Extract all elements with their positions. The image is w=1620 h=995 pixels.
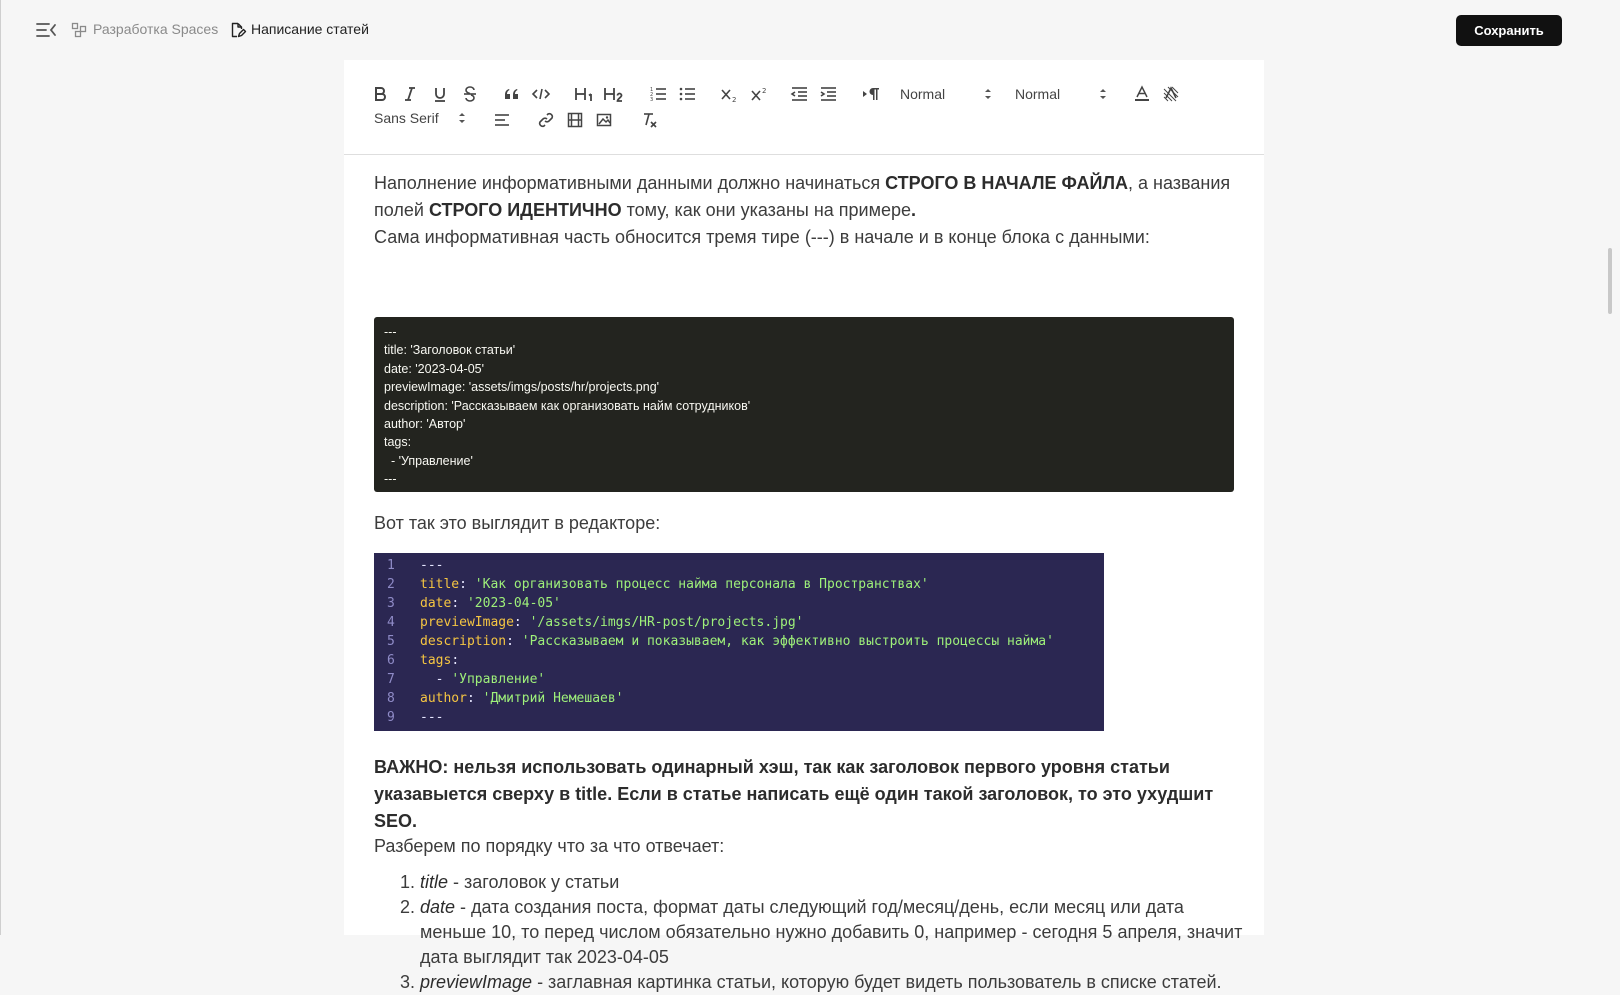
svg-text:1: 1 xyxy=(650,87,654,93)
yaml-value: 'Управление' xyxy=(451,672,546,687)
order-intro: Разберем по порядку что за что отвечает: xyxy=(374,836,725,856)
yaml-separator: : xyxy=(459,577,475,592)
document-edit-icon xyxy=(229,22,245,38)
line-number: 5 xyxy=(387,634,395,649)
yaml-key: tags xyxy=(420,653,452,668)
align-left-icon[interactable] xyxy=(491,109,513,131)
size-select[interactable] xyxy=(1015,83,1107,105)
code-line: tags: xyxy=(384,435,412,450)
heading-1-icon[interactable] xyxy=(572,83,598,105)
clear-formatting-icon[interactable] xyxy=(638,109,660,131)
ordered-list-icon[interactable] xyxy=(647,83,669,105)
yaml-separator: : xyxy=(513,615,530,630)
background-color-icon[interactable] xyxy=(1160,83,1182,105)
intro-period: . xyxy=(911,200,917,220)
svg-text:2: 2 xyxy=(732,96,737,104)
editor-line xyxy=(374,594,1104,613)
strikethrough-icon[interactable] xyxy=(459,83,481,105)
yaml-separator: : xyxy=(451,653,460,668)
select-arrows-icon xyxy=(1099,87,1107,101)
font-select[interactable] xyxy=(374,107,466,129)
field-description-list xyxy=(374,870,1244,995)
svg-text:2: 2 xyxy=(650,92,654,98)
field-description: - заглавная картинка статьи, которую будет видеть пользователь в списке статей. xyxy=(532,972,1222,992)
underline-icon[interactable] xyxy=(429,83,451,105)
top-header xyxy=(0,0,1620,60)
header-select-value: Normal xyxy=(900,86,946,102)
yaml-value: --- xyxy=(420,558,444,573)
indent-icon[interactable] xyxy=(817,83,839,105)
line-number: 2 xyxy=(387,577,395,592)
blockquote-icon[interactable] xyxy=(501,83,523,105)
svg-text:3: 3 xyxy=(650,97,654,103)
video-icon[interactable] xyxy=(564,109,586,131)
code-line: author: 'Автор' xyxy=(384,417,466,432)
image-icon[interactable] xyxy=(593,109,615,131)
italic-icon[interactable] xyxy=(399,83,421,105)
code-line: --- xyxy=(384,325,397,339)
select-arrows-icon xyxy=(984,87,992,101)
breadcrumb-parent[interactable]: Разработка Spaces xyxy=(93,21,219,37)
yaml-key: date xyxy=(420,596,452,611)
yaml-key: - xyxy=(420,672,452,687)
svg-text:2: 2 xyxy=(762,87,767,95)
intro-line-2: Сама информативная часть обносится тремя тире (---) в начале и в конце блока с данными: xyxy=(374,227,1150,247)
size-select-value: Normal xyxy=(1015,86,1061,102)
code-line: previewImage: 'assets/imgs/posts/hr/projects.png' xyxy=(384,380,660,395)
code-line: description: 'Рассказываем как организовать найм сотрудников' xyxy=(384,398,751,413)
bullet-list-icon[interactable] xyxy=(676,83,698,105)
page-scrollbar-thumb[interactable] xyxy=(1608,248,1612,314)
yaml-value: 'Как организовать процесс найма персонала в Пространствах' xyxy=(474,577,929,592)
heading-2-icon[interactable] xyxy=(601,83,627,105)
editor-line xyxy=(374,708,1104,727)
field-name: previewImage xyxy=(420,972,533,992)
yaml-key: author xyxy=(420,691,467,706)
line-number: 3 xyxy=(387,596,395,611)
select-arrows-icon xyxy=(458,111,466,125)
subscript-icon[interactable] xyxy=(718,83,740,105)
field-description: - дата создания поста, формат даты следующий год/месяц/день, если месяц или дата меньше 10, то перед числом обязательно нужно добавить 0, например - сегодня 5 апреля, значит дата выглядит так 2023-04-05 xyxy=(420,897,1243,967)
text-color-icon[interactable] xyxy=(1131,83,1153,105)
editor-line xyxy=(374,670,1104,689)
yaml-value: 'Дмитрий Немешаев' xyxy=(482,691,624,706)
font-select-value: Sans Serif xyxy=(374,110,439,126)
list-item xyxy=(420,895,1244,970)
window-left-border xyxy=(0,0,1,935)
editor-line xyxy=(374,613,1104,632)
superscript-icon[interactable] xyxy=(748,83,770,105)
code-line: - 'Управление' xyxy=(384,453,473,468)
yaml-value: --- xyxy=(420,710,444,725)
text-direction-icon[interactable] xyxy=(860,83,882,105)
line-number: 8 xyxy=(387,691,395,706)
code-block-icon[interactable] xyxy=(530,83,552,105)
field-description: - заголовок у статьи xyxy=(448,872,620,892)
yaml-value: 'Рассказываем и показываем, как эффективно выстроить процессы найма' xyxy=(521,634,1054,649)
editor-line xyxy=(374,556,1104,575)
yaml-key: title xyxy=(420,577,460,592)
warning-line-1: ВАЖНО: нельзя использовать одинарный хэш, так как заголовок первого уровня статьи xyxy=(374,757,1170,777)
intro-bold-2: СТРОГО ИДЕНТИЧНО xyxy=(428,200,622,220)
yaml-separator: : xyxy=(451,596,467,611)
line-number: 9 xyxy=(387,710,395,725)
bold-icon[interactable] xyxy=(369,83,391,105)
yaml-value: '2023-04-05' xyxy=(466,596,561,611)
editor-caption: Вот так это выглядит в редакторе: xyxy=(374,513,661,533)
line-number: 1 xyxy=(387,558,395,573)
rich-text-editor xyxy=(344,60,1264,992)
outdent-icon[interactable] xyxy=(788,83,810,105)
intro-paragraph xyxy=(374,170,1244,224)
list-item xyxy=(420,970,1244,995)
code-line: --- xyxy=(384,472,397,487)
yaml-separator: : xyxy=(466,691,483,706)
code-line: date: '2023-04-05' xyxy=(384,361,484,376)
intro-bold-1: СТРОГО В НАЧАЛЕ ФАЙЛА xyxy=(885,173,1129,193)
yaml-separator: : xyxy=(506,634,522,649)
field-name: date xyxy=(420,897,456,917)
line-number: 6 xyxy=(387,653,395,668)
editor-screenshot-image xyxy=(374,553,1104,731)
editor-line xyxy=(374,651,1104,670)
code-line: title: 'Заголовок статьи' xyxy=(384,343,516,358)
editor-line xyxy=(374,689,1104,708)
line-number: 4 xyxy=(387,615,395,630)
header-select[interactable] xyxy=(900,83,992,105)
yaml-key: previewImage xyxy=(420,615,514,630)
editor-line xyxy=(374,632,1104,651)
code-block xyxy=(374,317,1234,492)
editor-line xyxy=(374,575,1104,594)
intro-text-1: Наполнение информативными данными должно начинаться xyxy=(374,173,881,193)
workspace-icon xyxy=(71,22,87,38)
collapse-menu-icon[interactable] xyxy=(35,20,57,40)
editor-toolbar xyxy=(344,60,1264,155)
list-item xyxy=(420,870,1244,895)
intro-text-2: , а названия полей xyxy=(374,173,1231,220)
line-number: 7 xyxy=(387,672,395,687)
warning-line-2: указавыется сверху в title. Если в статье написать ещё один такой заголовок, то это ухудшит SEO. xyxy=(374,784,1214,831)
yaml-value: '/assets/imgs/HR-post/projects.jpg' xyxy=(529,615,804,630)
yaml-key: description xyxy=(420,634,507,649)
field-name: title xyxy=(420,872,449,892)
link-icon[interactable] xyxy=(535,109,557,131)
save-button[interactable]: Сохранить xyxy=(1456,15,1562,46)
breadcrumb-current: Написание статей xyxy=(251,21,369,37)
intro-text-3: тому, как они указаны на примере xyxy=(626,200,911,220)
